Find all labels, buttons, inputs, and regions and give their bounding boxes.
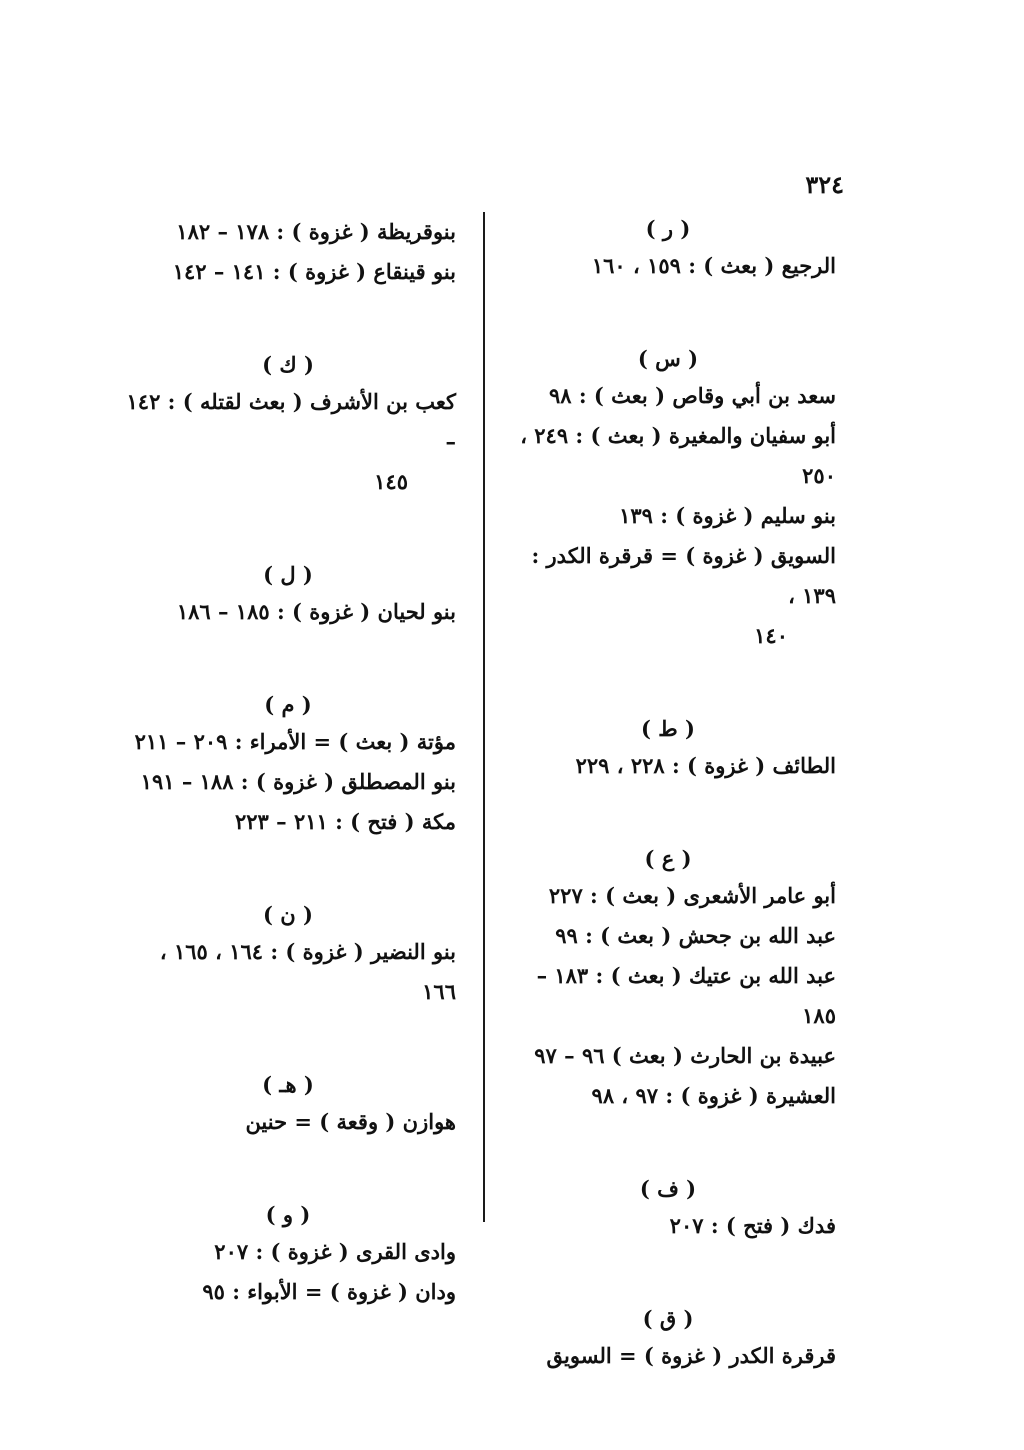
index-entry: عبد الله بن عتيك ( بعث ) : ١٨٣ – ١٨٥: [536, 963, 836, 1028]
index-section: [120, 1068, 456, 1142]
index-entry: بنو لحيان ( غزوة ) : ١٨٥ – ١٨٦: [176, 599, 456, 624]
index-entry: سعد بن أبي وقاص ( بعث ) : ٩٨: [548, 383, 836, 408]
index-section: [500, 342, 836, 656]
section-heading: ( ط ): [641, 716, 695, 741]
index-entry: عبد الله بن جحش ( بعث ) : ٩٩: [555, 923, 836, 948]
index-section: [120, 558, 456, 632]
index-entry: بنو سليم ( غزوة ) : ١٣٩: [619, 503, 836, 528]
index-entry: أبو عامر الأشعرى ( بعث ) : ٢٢٧: [548, 883, 836, 908]
index-section: [120, 1198, 456, 1312]
index-entry: بنو النضير ( غزوة ) : ١٦٤ ، ١٦٥ ، ١٦٦: [159, 939, 456, 1004]
right-column: [500, 212, 836, 1432]
index-section: [500, 712, 836, 786]
index-entry: بنو المصطلق ( غزوة ) : ١٨٨ – ١٩١: [140, 769, 456, 794]
index-entry: أبو سفيان والمغيرة ( بعث ) : ٢٤٩ ، ٢٥٠: [520, 423, 836, 488]
index-entry-continuation: ١٤٠: [754, 623, 788, 648]
index-entry: فدك ( فتح ) : ٢٠٧: [669, 1213, 836, 1238]
section-heading: ( ن ): [263, 902, 313, 927]
index-entry: السويق ( غزوة ) = قرقرة الكدر : ١٣٩ ،: [531, 543, 836, 608]
index-entry: مؤتة ( بعث ) = الأمراء : ٢٠٩ – ٢١١: [134, 729, 456, 754]
index-entry: بنو قينقاع ( غزوة ) : ١٤١ – ١٤٢: [172, 259, 456, 284]
index-section: [500, 212, 836, 286]
index-entry: هوازن ( وقعة ) = حنين: [245, 1109, 456, 1134]
index-entry-continuation: ١٤٥: [374, 469, 408, 494]
index-section: [120, 212, 456, 292]
section-heading: ( هـ ): [262, 1072, 314, 1097]
section-heading: ( ق ): [642, 1306, 694, 1331]
section-heading: ( ل ): [263, 562, 313, 587]
section-heading: ( ع ): [644, 846, 692, 871]
index-section: [120, 688, 456, 842]
section-heading: ( ف ): [639, 1176, 697, 1201]
section-heading: ( و ): [265, 1202, 311, 1227]
section-heading: ( س ): [637, 346, 699, 371]
index-entry: ودان ( غزوة ) = الأبواء : ٩٥: [202, 1279, 456, 1304]
section-heading: ( ك ): [262, 352, 314, 377]
index-entry: بنوقريظة ( غزوة ) : ١٧٨ – ١٨٢: [176, 219, 456, 244]
index-entry: الرجيع ( بعث ) : ١٥٩ ، ١٦٠: [591, 253, 836, 278]
index-entry: عبيدة بن الحارث ( بعث ) ٩٦ – ٩٧: [534, 1043, 836, 1068]
index-section: [500, 1302, 836, 1376]
section-heading: ( م ): [264, 692, 312, 717]
index-entry: وادى القرى ( غزوة ) : ٢٠٧: [214, 1239, 456, 1264]
index-entry: مكة ( فتح ) : ٢١١ – ٢٢٣: [234, 809, 456, 834]
index-section: [500, 1172, 836, 1246]
index-entry: العشيرة ( غزوة ) : ٩٧ ، ٩٨: [591, 1083, 836, 1108]
section-heading: ( ر ): [645, 216, 691, 241]
index-section: [120, 898, 456, 1012]
left-column: [120, 212, 456, 1368]
page-number: ٣٢٤: [805, 170, 844, 199]
index-section: [500, 842, 836, 1116]
index-entry: كعب بن الأشرف ( بعث لقتله ) : ١٤٢ –: [126, 389, 456, 454]
column-divider: [483, 212, 485, 1222]
index-entry: قرقرة الكدر ( غزوة ) = السويق: [546, 1343, 836, 1368]
index-section: [120, 348, 456, 502]
index-entry: الطائف ( غزوة ) : ٢٢٨ ، ٢٢٩: [575, 753, 836, 778]
